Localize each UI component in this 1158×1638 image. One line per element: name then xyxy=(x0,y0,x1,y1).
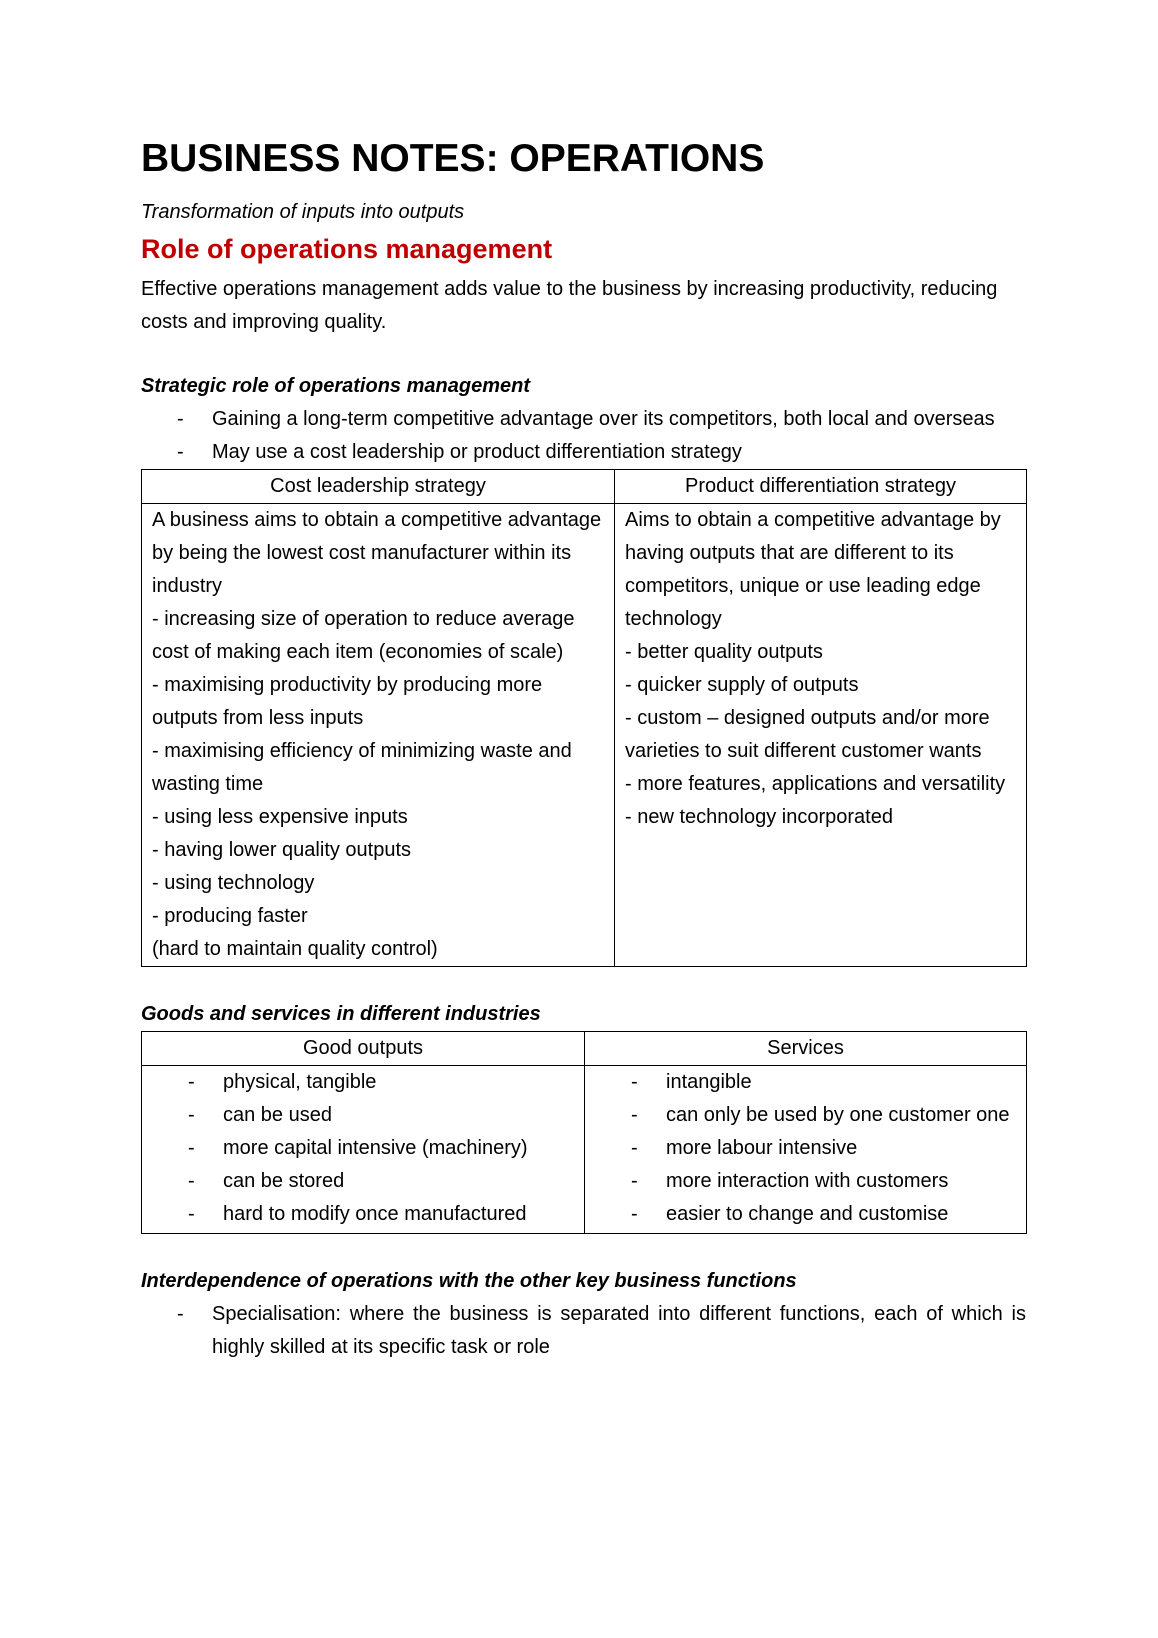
table-row xyxy=(142,1066,1027,1234)
cell-line: - producing faster xyxy=(152,905,308,928)
subheading-goods-services: Goods and services in different industries xyxy=(141,1003,541,1026)
list-item: - intangible xyxy=(595,1066,1016,1099)
page-title: BUSINESS NOTES: OPERATIONS xyxy=(141,137,765,180)
table-row xyxy=(142,504,1027,967)
intro-paragraph: Effective operations management adds value to the business by increasing productivity, reducing costs and improving quality. xyxy=(141,278,998,334)
cell-line: - using technology xyxy=(152,872,315,895)
table-header-row xyxy=(142,470,1027,504)
list-item: - can be used xyxy=(152,1099,574,1132)
list-item: - can only be used by one customer one xyxy=(595,1099,1016,1132)
list-item: - can be stored xyxy=(152,1165,574,1198)
services-list xyxy=(595,1066,1016,1231)
cell-line: - more features, applications and versatility xyxy=(625,773,1006,796)
cell-line: (hard to maintain quality control) xyxy=(152,938,438,961)
subheading-interdependence: Interdependence of operations with the other key business functions xyxy=(141,1270,797,1293)
cell-line: - quicker supply of outputs xyxy=(625,674,859,697)
list-item: - Specialisation: where the business is separated into different functions, each of which is highly skilled at its specific task or role xyxy=(141,1298,1026,1364)
list-item: - Gaining a long-term competitive advantage over its competitors, both local and overseas xyxy=(141,403,1026,436)
table-header-differentiation: Product differentiation strategy xyxy=(615,470,1027,504)
goods-list xyxy=(152,1066,574,1231)
page-subtitle: Transformation of inputs into outputs xyxy=(141,200,465,223)
cell-line: Aims to obtain a competitive advantage by having outputs that are different to its competitors, unique or use leading edge technology xyxy=(625,509,1001,631)
strategy-table xyxy=(141,469,1027,967)
document-page xyxy=(141,138,1026,1364)
services-cell xyxy=(585,1066,1027,1234)
goods-services-table xyxy=(141,1031,1027,1234)
table-header-goods: Good outputs xyxy=(142,1032,585,1066)
table-header-cost: Cost leadership strategy xyxy=(142,470,615,504)
cell-line: - increasing size of operation to reduce average cost of making each item (economies of scale) xyxy=(152,608,575,664)
subheading-strategic: Strategic role of operations management xyxy=(141,375,530,398)
cell-line: - using less expensive inputs xyxy=(152,806,408,829)
section-heading-role: Role of operations management xyxy=(141,233,553,264)
cell-line: - better quality outputs xyxy=(625,641,823,664)
cell-line: - new technology incorporated xyxy=(625,806,893,829)
cell-line: - custom – designed outputs and/or more varieties to suit different customer wants xyxy=(625,707,990,763)
interdependence-bullet-list xyxy=(141,1298,1026,1364)
list-item: - more capital intensive (machinery) xyxy=(152,1132,574,1165)
cell-line: - maximising efficiency of minimizing waste and wasting time xyxy=(152,740,572,796)
strategic-bullet-list xyxy=(141,403,1026,469)
cost-leadership-cell xyxy=(142,504,615,967)
cell-line: - having lower quality outputs xyxy=(152,839,412,862)
list-item: - hard to modify once manufactured xyxy=(152,1198,574,1231)
list-item: - more interaction with customers xyxy=(595,1165,1016,1198)
cell-line: A business aims to obtain a competitive advantage by being the lowest cost manufacturer within its industry xyxy=(152,509,602,598)
cell-line: - maximising productivity by producing more outputs from less inputs xyxy=(152,674,543,730)
table-header-row xyxy=(142,1032,1027,1066)
list-item: - easier to change and customise xyxy=(595,1198,1016,1231)
list-item: - May use a cost leadership or product differentiation strategy xyxy=(141,436,1026,469)
table-header-services: Services xyxy=(585,1032,1027,1066)
goods-cell xyxy=(142,1066,585,1234)
list-item: - physical, tangible xyxy=(152,1066,574,1099)
product-differentiation-cell xyxy=(615,504,1027,967)
list-item: - more labour intensive xyxy=(595,1132,1016,1165)
